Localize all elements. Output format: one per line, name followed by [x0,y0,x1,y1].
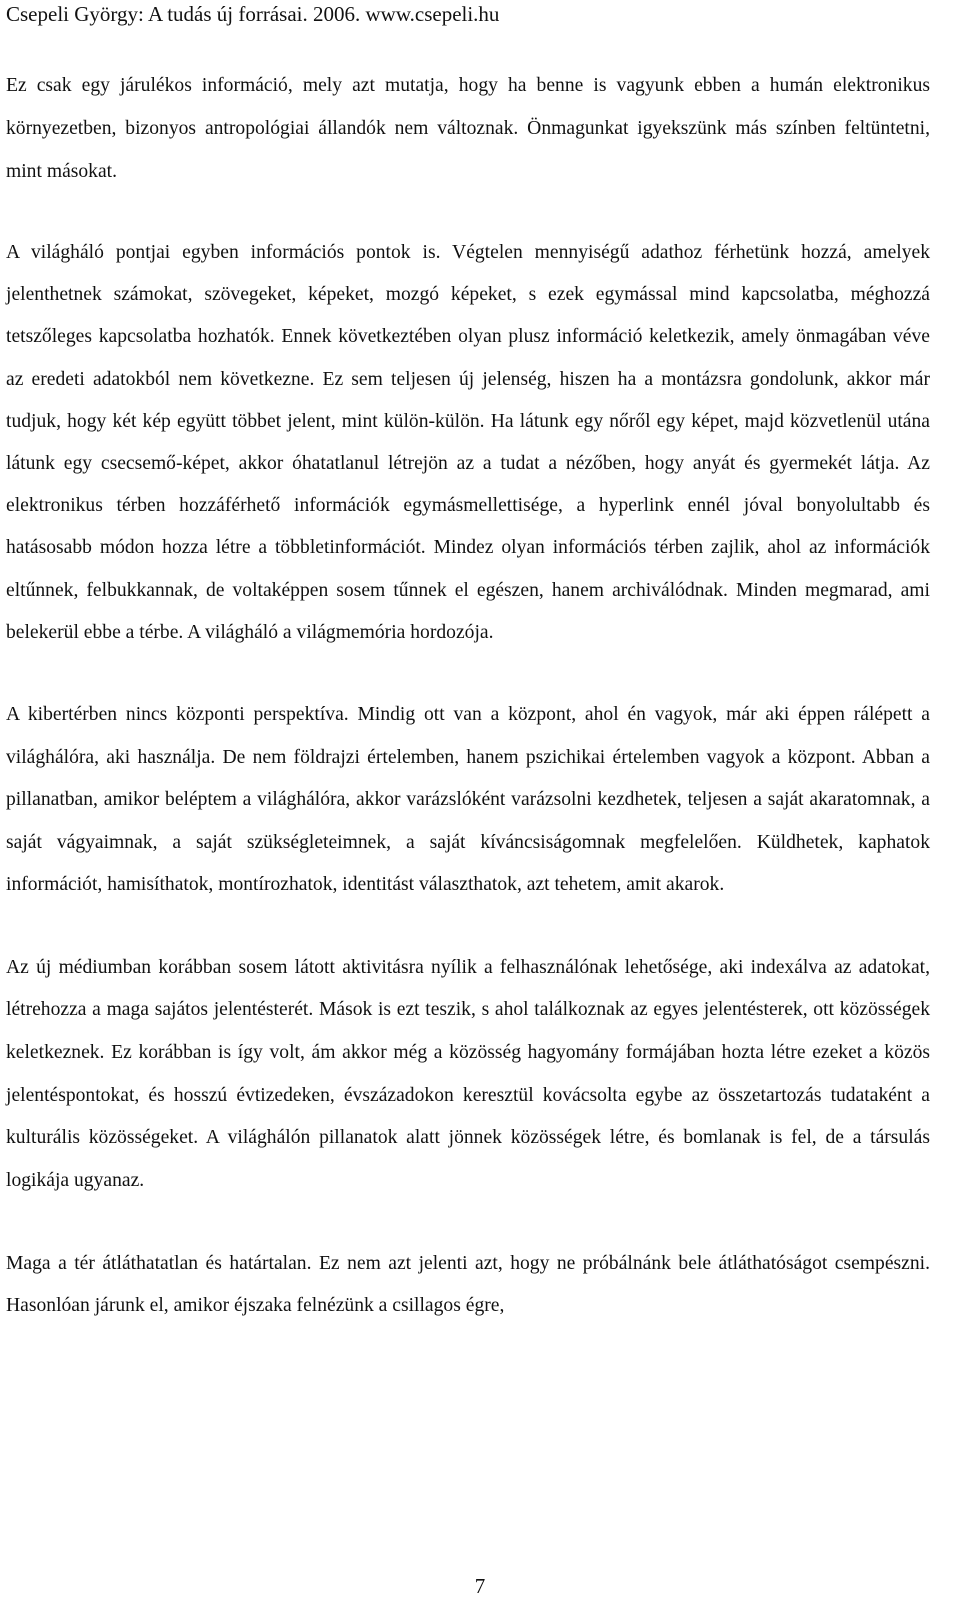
paragraph-5: Maga a tér átláthatatlan és határtalan. Ez nem azt jelenti azt, hogy ne próbálnánk bele átláthatóságot csempészni. Hasonlóan járunk el, amikor éjszaka felnézünk a csillagos égre, [6,1252,930,1317]
paragraph-4: Az új médiumban korábban sosem látott aktivitásra nyílik a felhasználónak lehetősége, aki indexálva az adatokat, létrehozza a maga sajátos jelentésterét. Mások is ezt teszik, s ahol találkoznak az egyes jelentésterek, ott közösségek keletkeznek. Ez korábban is így volt, ám akkor még a közösség hagyomány formájában hozta létre ezeket a közös jelentéspontokat, és hosszú évtizedeken, évszázadokon keresztül kovácsolta egybe az összetartozás tudataként a kulturális közösségeket. A világhálón pillanatok alatt jönnek közösségek létre, és bomlanak is fel, de a társulás logikája ugyanaz. [6,956,930,1192]
paragraph-2: A világháló pontjai egyben információs pontok is. Végtelen mennyiségű adathoz férhetünk hozzá, amelyek jelenthetnek számokat, szövegeket, képeket, mozgó képeket, s ezek egymással mind kapcsolatba, méghozzá tetszőleges kapcsolatba hozhatók. Ennek következtében olyan plusz információ keletkezik, amely önmagában véve az eredeti adatokból nem következne. Ez sem teljesen új jelenség, hiszen ha a montázsra gondolunk, akkor már tudjuk, hogy két kép együtt többet jelent, mint külön-külön. Ha látunk egy nőről egy képet, majd közvetlenül utána látunk egy csecsemő-képet, akkor óhatatlanul létrejön az a tudat a nézőben, hogy anyát és gyermekét látja. Az elektronikus térben hozzáférhető információk egymásmellettisége, a hyperlink ennél jóval bonyolultabb és hatásosabb módon hozza létre a többletinformációt. Mindez olyan információs térben zajlik, ahol az információk eltűnnek, felbukkannak, de voltaképpen sosem tűnnek el egészen, hanem archiválódnak. Minden megmarad, ami belekerül ebbe a térbe. A világháló a világmemória hordozója. [6,242,930,643]
paragraph-3: A kibertérben nincs központi perspektíva. Mindig ott van a központ, ahol én vagyok, már aki éppen rálépett a világhálóra, aki használja. De nem földrajzi értelemben, hanem pszichikai értelemben vagyok a központ. Abban a pillanatban, amikor beléptem a világhálóra, akkor varázslóként varázsolni kezdhetek, teljesen a saját akaratomnak, a saját vágyaimnak, a saját szükségleteimnek, a saját kíváncsiságomnak megfelelően. Küldhetek, kaphatok információt, hamisíthatok, montírozhatok, identitást választhatok, azt tehetem, amit akarok. [6,704,930,896]
paragraph-1: Ez csak egy járulékos információ, mely azt mutatja, hogy ha benne is vagyunk ebben a humán elektronikus környezetben, bizonyos antropológiai állandók nem változnak. Önmagunkat igyekszünk más színben feltüntetni, mint másokat. [6,75,930,182]
body-text [6,64,930,1328]
page-number: 7 [474,1574,486,1598]
page-header: Csepeli György: A tudás új forrásai. 2006. www.csepeli.hu [6,2,500,26]
